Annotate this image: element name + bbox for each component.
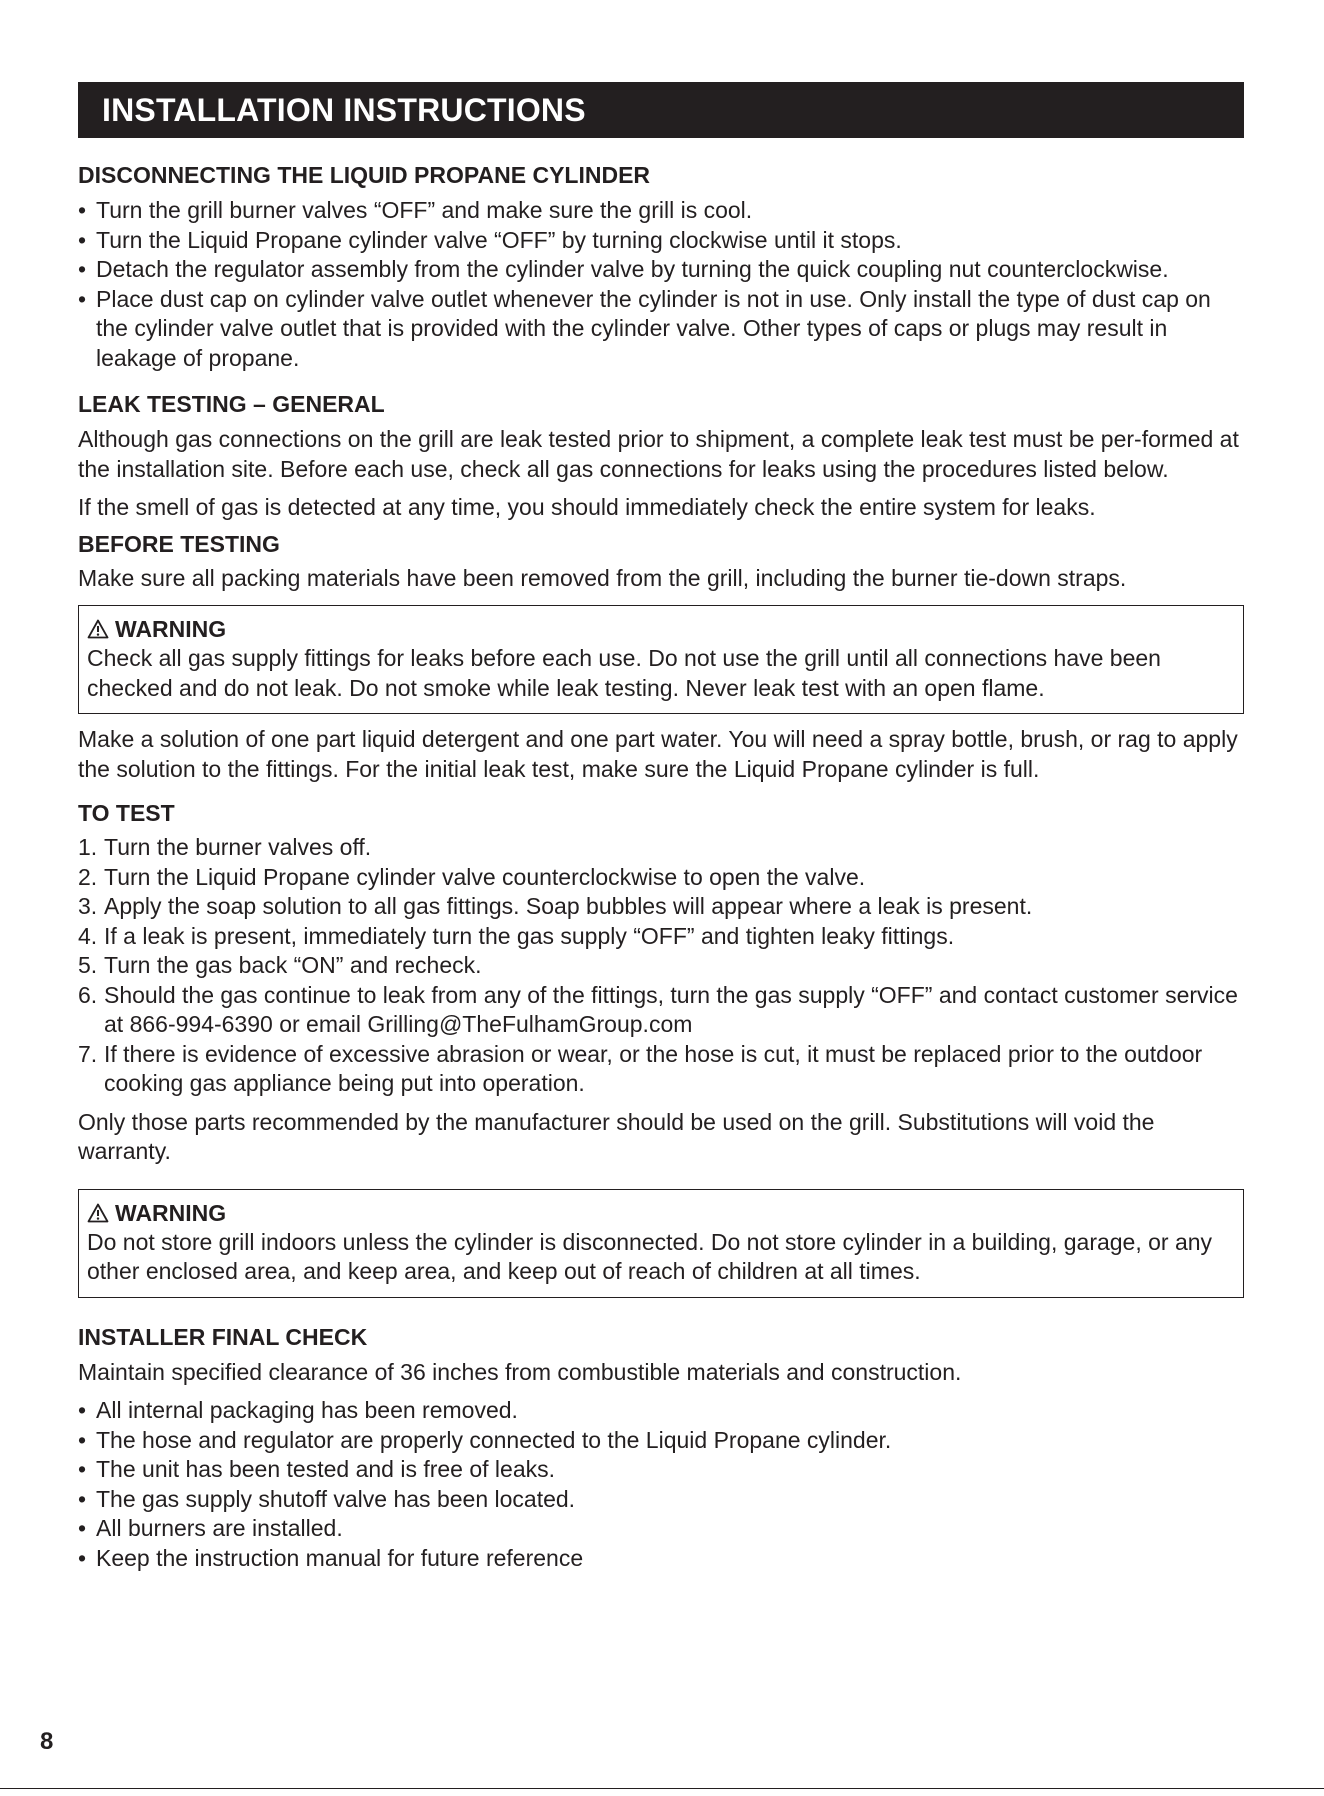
list-item: 5. Turn the gas back “ON” and recheck. bbox=[78, 952, 482, 978]
leak-general-paragraph: Although gas connections on the grill are leak tested prior to shipment, a complete leak test must be per-formed at the installation site. Before each use, check all gas connections for leaks using the procedures listed below. bbox=[78, 426, 1239, 482]
list-item: • Turn the grill burner valves “OFF” and make sure the grill is cool. bbox=[78, 196, 1244, 226]
section-banner: INSTALLATION INSTRUCTIONS bbox=[78, 82, 1244, 138]
before-testing-heading: BEFORE TESTING bbox=[78, 530, 280, 557]
bottom-divider bbox=[0, 1788, 1324, 1789]
to-test-steps bbox=[78, 833, 1244, 1099]
warning-box-leak-test bbox=[78, 605, 1244, 714]
warning-title: WARNING bbox=[115, 616, 227, 642]
warning-title: WARNING bbox=[115, 1199, 227, 1226]
disconnect-heading: DISCONNECTING THE LIQUID PROPANE CYLINDER bbox=[78, 162, 651, 188]
final-check-list bbox=[78, 1396, 1244, 1573]
list-item: • The unit has been tested and is free of leaks. bbox=[78, 1455, 1244, 1485]
leak-general-heading: LEAK TESTING – GENERAL bbox=[78, 391, 385, 417]
list-item: 2. Turn the Liquid Propane cylinder valve counterclockwise to open the valve. bbox=[78, 863, 866, 890]
warning-triangle-icon bbox=[87, 619, 109, 639]
list-item: 6. Should the gas continue to leak from any of the fittings, turn the gas supply “OFF” and contact customer service at 866-994-6390 or email Grilling@TheFulhamGroup.com bbox=[78, 981, 1238, 1037]
manual-page bbox=[78, 82, 1244, 1573]
warning-triangle-icon bbox=[87, 1203, 109, 1223]
page-number: 8 bbox=[40, 1728, 54, 1755]
list-item: • Turn the Liquid Propane cylinder valve “OFF” by turning clockwise until it stops. bbox=[78, 226, 1244, 256]
list-item: 3. Apply the soap solution to all gas fittings. Soap bubbles will appear where a leak is present. bbox=[78, 893, 1033, 919]
warning-box-storage bbox=[78, 1189, 1244, 1298]
disconnect-bullet-list bbox=[78, 196, 1244, 373]
list-item: • All burners are installed. bbox=[78, 1514, 1244, 1544]
list-item: • All internal packaging has been removed. bbox=[78, 1396, 1244, 1426]
list-item: 7. If there is evidence of excessive abrasion or wear, or the hose is cut, it must be replaced prior to the outdoor cooking gas appliance being put into operation. bbox=[78, 1040, 1203, 1096]
list-item: • The gas supply shutoff valve has been located. bbox=[78, 1485, 1244, 1515]
before-testing-paragraph: Make sure all packing materials have been removed from the grill, including the burner tie-down straps. bbox=[78, 564, 1127, 591]
list-item: • Keep the instruction manual for future reference bbox=[78, 1544, 1244, 1574]
parts-paragraph: Only those parts recommended by the manufacturer should be used on the grill. Substitutions will void the warranty. bbox=[78, 1108, 1155, 1164]
smell-gas-paragraph: If the smell of gas is detected at any time, you should immediately check the entire system for leaks. bbox=[78, 494, 1096, 520]
list-item: • Place dust cap on cylinder valve outlet whenever the cylinder is not in use. Only install the type of dust cap on the cylinder valve outlet that is provided with the cylinder valve. Other types of caps or plugs may result in leakage of propane. bbox=[78, 285, 1244, 374]
clearance-paragraph: Maintain specified clearance of 36 inches from combustible materials and construction. bbox=[78, 1358, 962, 1385]
final-check-heading: INSTALLER FINAL CHECK bbox=[78, 1323, 368, 1350]
warning-text: Check all gas supply fittings for leaks before each use. Do not use the grill until all connections have been checked and do not leak. Do not smoke while leak testing. Never leak test with an open flame. bbox=[87, 645, 1161, 701]
list-item: • The hose and regulator are properly connected to the Liquid Propane cylinder. bbox=[78, 1426, 1244, 1456]
list-item: 1. Turn the burner valves off. bbox=[78, 834, 372, 860]
solution-paragraph: Make a solution of one part liquid detergent and one part water. You will need a spray bottle, brush, or rag to apply the solution to the fittings. For the initial leak test, make sure the Liquid Propane cylinder is full. bbox=[78, 726, 1238, 782]
list-item: 4. If a leak is present, immediately turn the gas supply “OFF” and tighten leaky fittings. bbox=[78, 922, 955, 949]
to-test-heading: TO TEST bbox=[78, 800, 175, 826]
warning-text: Do not store grill indoors unless the cylinder is disconnected. Do not store cylinder in a building, garage, or any other enclosed area, and keep area, and keep out of reach of children at all times. bbox=[87, 1228, 1213, 1284]
list-item: • Detach the regulator assembly from the cylinder valve by turning the quick coupling nut counterclockwise. bbox=[78, 255, 1244, 285]
